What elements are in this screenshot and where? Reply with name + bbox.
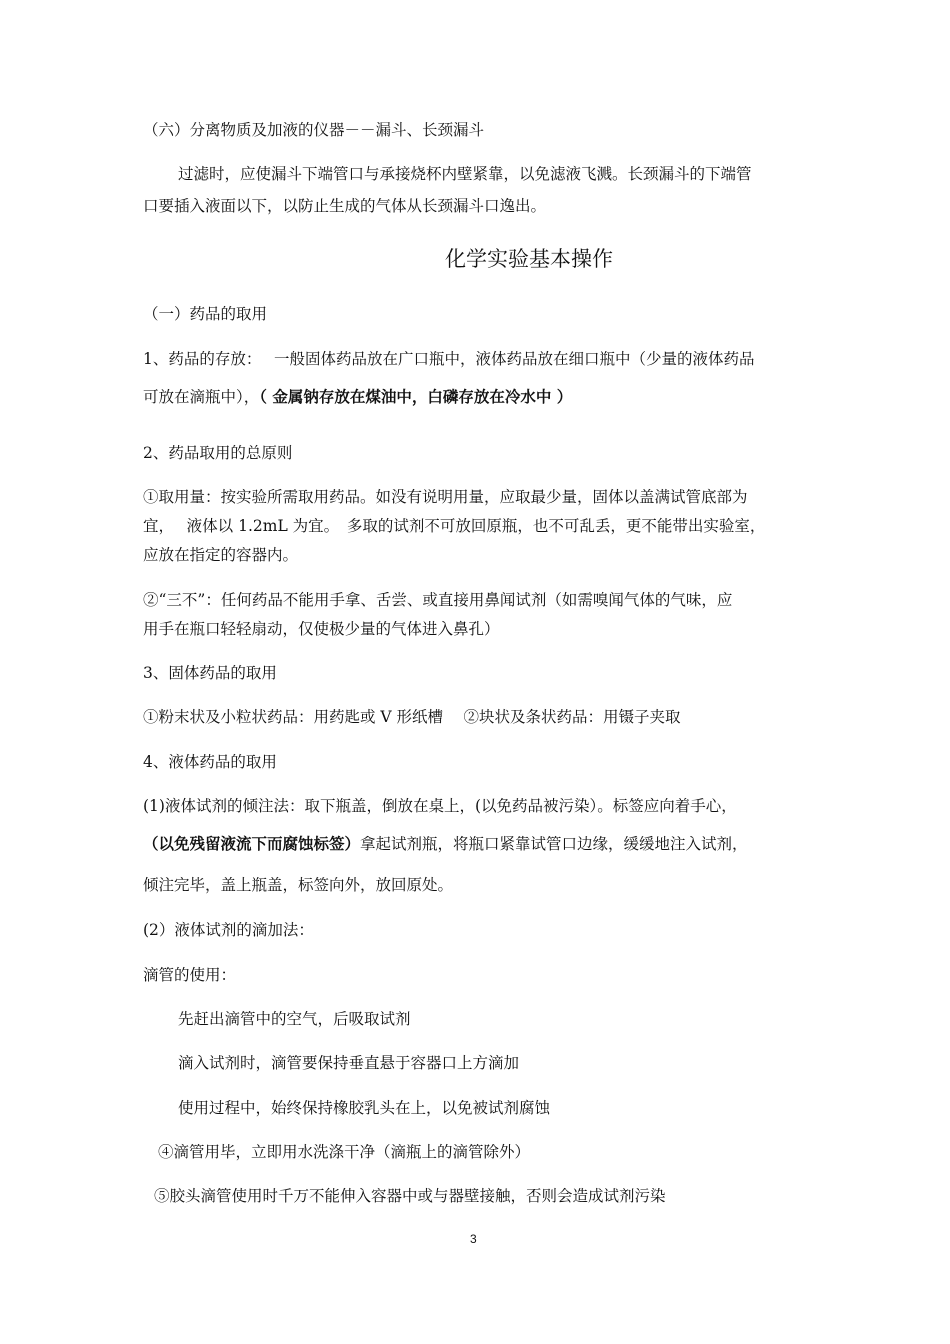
pour-line1: (1)液体试剂的倾注法：取下瓶盖，倒放在桌上，(以免药品被污染）。标签应向着手心，	[143, 797, 737, 815]
item1-storage-normal: 可放在滴瓶中），	[143, 388, 260, 406]
rule1-line3: 应放在指定的容器内。	[143, 546, 299, 564]
pour-line3: 倾注完毕，盖上瓶盖，标签向外，放回原处。	[143, 876, 454, 894]
rule2-line1: ②“三不”：任何药品不能用手拿、舌尝、或直接用鼻闻试剂（如需嗅闻气体的气味，应	[143, 591, 733, 609]
drop-method-heading: (2）液体试剂的滴加法：	[143, 921, 314, 939]
dropper-step5: ⑤胶头滴管使用时千万不能伸入容器中或与器壁接触，否则会造成试剂污染	[154, 1187, 666, 1205]
paragraph-filtration-line1: 过滤时，应使漏斗下端管口与承接烧杯内壁紧靠，以免滤液飞溅。长颈漏斗的下端管	[178, 165, 752, 183]
pour-line2	[143, 834, 748, 854]
pour-line2-normal: 拿起试剂瓶，将瓶口紧靠试管口边缘，缓缓地注入试剂，	[360, 835, 748, 853]
dropper-heading: 滴管的使用：	[143, 966, 237, 984]
item3-heading: 3、固体药品的取用	[143, 664, 277, 682]
item3-solid-methods: ①粉末状及小粒状药品：用药匙或 V 形纸槽 ②块状及条状药品：用镊子夹取	[143, 708, 681, 726]
paragraph-filtration-line2: 口要插入液面以下，以防止生成的气体从长颈漏斗口逸出。	[143, 197, 547, 215]
item1-storage-line1: 1、药品的存放： 一般固体药品放在广口瓶中，液体药品放在细口瓶中（少量的液体药品	[143, 350, 755, 368]
dropper-step1: 先赶出滴管中的空气，后吸取试剂	[178, 1010, 411, 1028]
pour-line2-bold: （以免残留液流下而腐蚀标签）	[143, 835, 361, 853]
rule1-line1: ①取用量：按实验所需取用药品。如没有说明用量，应取最少量，固体以盖满试管底部为	[143, 488, 748, 506]
dropper-step2: 滴入试剂时，滴管要保持垂直悬于容器口上方滴加	[178, 1054, 520, 1072]
rule1-line2: 宜， 液体以 1.2mL 为宜。 多取的试剂不可放回原瓶，也不可乱丢，更不能带出实验室，	[143, 517, 766, 535]
dropper-step4: ④滴管用毕，立即用水洗涤干净（滴瓶上的滴管除外）	[158, 1143, 531, 1161]
section-heading-funnel: （六）分离物质及加液的仪器－－漏斗、长颈漏斗	[143, 121, 485, 139]
item1-storage-line2	[143, 387, 572, 407]
section-heading-drug-taking: （一）药品的取用	[143, 305, 268, 323]
dropper-step3: 使用过程中，始终保持橡胶乳头在上，以免被试剂腐蚀	[178, 1099, 551, 1117]
page-number: 3	[470, 1232, 477, 1246]
item4-heading: 4、液体药品的取用	[143, 753, 277, 771]
page-title: 化学实验基本操作	[445, 247, 613, 271]
item2-heading: 2、药品取用的总原则	[143, 444, 293, 462]
item1-storage-bold: （ 金属钠存放在煤油中，白磷存放在冷水中 ）	[259, 388, 573, 406]
rule2-line2: 用手在瓶口轻轻扇动，仅使极少量的气体进入鼻孔）	[143, 620, 500, 638]
